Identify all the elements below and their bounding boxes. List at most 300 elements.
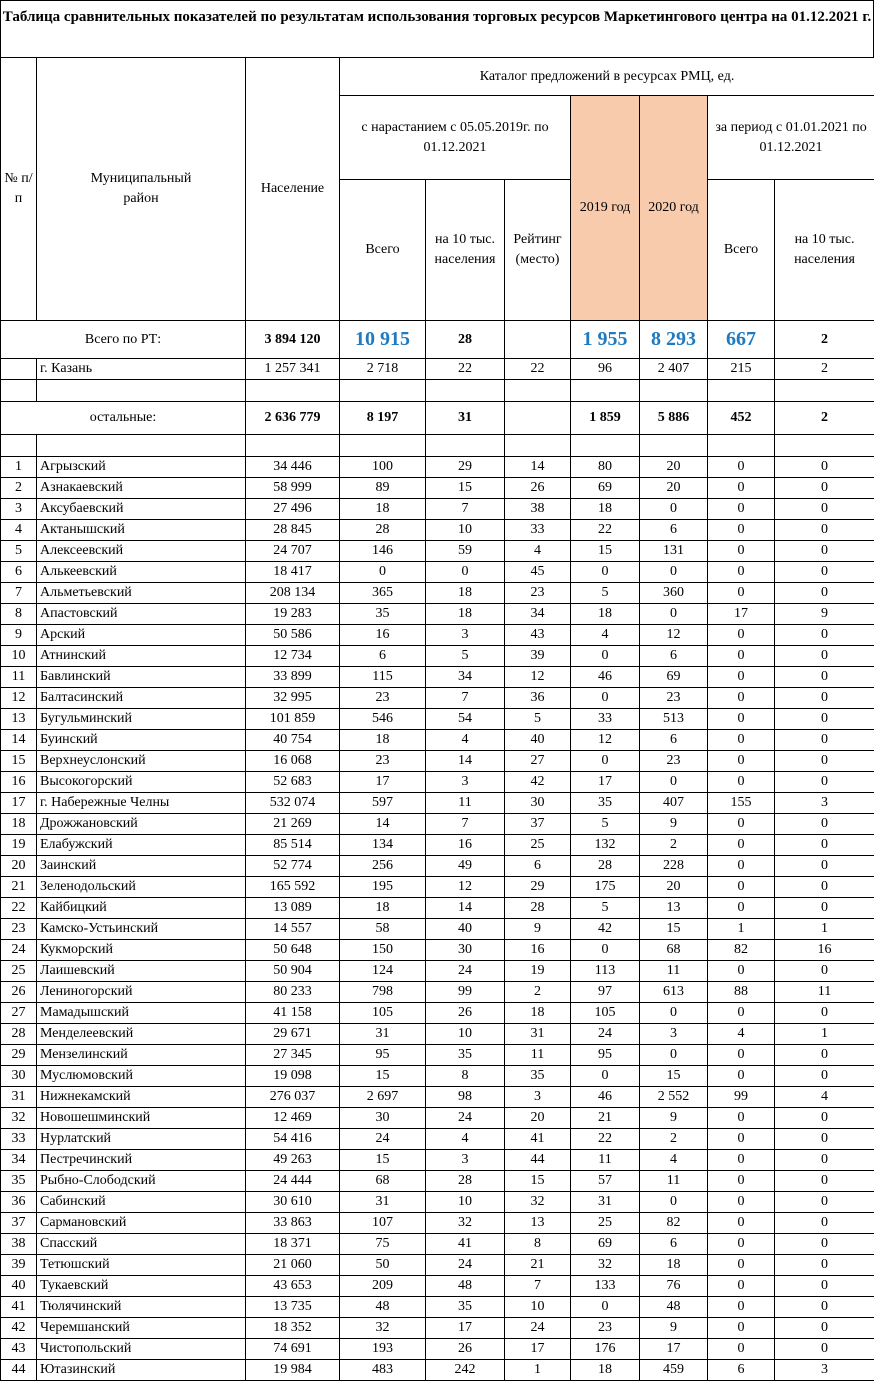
y2020-cell: 11	[640, 1171, 708, 1192]
rating-cell: 5	[505, 709, 571, 730]
period-per10k-cell: 0	[775, 646, 874, 667]
per10k-cell: 49	[426, 856, 505, 877]
period-total-cell: 0	[708, 814, 775, 835]
num-cell: 2	[1, 478, 37, 499]
rating-cell: 36	[505, 688, 571, 709]
pop-cell: 13 735	[246, 1297, 340, 1318]
header-2019: 2019 год	[571, 96, 640, 321]
total-cell: 134	[340, 835, 426, 856]
per10k-cell: 8	[426, 1066, 505, 1087]
period-per10k-cell: 4	[775, 1087, 874, 1108]
rating-cell: 39	[505, 646, 571, 667]
period-total-cell: 0	[708, 1066, 775, 1087]
period-total-cell: 0	[708, 1276, 775, 1297]
num-cell: 39	[1, 1255, 37, 1276]
table-row	[1, 1234, 874, 1255]
total-cell: 48	[340, 1297, 426, 1318]
rating-cell: 26	[505, 478, 571, 499]
total-cell: 14	[340, 814, 426, 835]
pop-cell: 21 060	[246, 1255, 340, 1276]
period-total-cell: 0	[708, 730, 775, 751]
pop-cell: 19 283	[246, 604, 340, 625]
num-cell: 14	[1, 730, 37, 751]
rating-cell: 33	[505, 520, 571, 541]
y2020-cell: 459	[640, 1360, 708, 1381]
total-cell: 32	[340, 1318, 426, 1339]
district-name: Пестречинский	[37, 1150, 246, 1171]
period-per10k-cell: 2	[775, 359, 874, 380]
num-cell: 15	[1, 751, 37, 772]
district-name: Кукморский	[37, 940, 246, 961]
y2020-cell: 68	[640, 940, 708, 961]
per10k-cell: 14	[426, 751, 505, 772]
rating-cell: 45	[505, 562, 571, 583]
total-cell: 597	[340, 793, 426, 814]
pop-cell: 52 683	[246, 772, 340, 793]
header-per10k: на 10 тыс. населения	[426, 180, 505, 321]
y2019-cell: 0	[571, 562, 640, 583]
y2020-cell: 0	[640, 562, 708, 583]
period-per10k-cell: 0	[775, 625, 874, 646]
summary-row-rt	[1, 321, 874, 359]
per10k-cell: 3	[426, 1150, 505, 1171]
rating-cell: 11	[505, 1045, 571, 1066]
label-cell: Всего по РТ:	[1, 321, 246, 359]
y2019-cell: 95	[571, 1045, 640, 1066]
table-row	[1, 709, 874, 730]
total-cell: 10 915	[340, 321, 426, 359]
per10k-cell: 11	[426, 793, 505, 814]
y2019-cell: 18	[571, 1360, 640, 1381]
period-per10k-cell: 1	[775, 919, 874, 940]
rating-cell: 27	[505, 751, 571, 772]
table-row	[1, 919, 874, 940]
pop-cell: 24 707	[246, 541, 340, 562]
report-title: Таблица сравнительных показателей по результатам использования торговых ресурсов Маркетингового центра на 01.12.2021 г.	[0, 0, 874, 57]
period-per10k-cell: 3	[775, 793, 874, 814]
rating-cell: 6	[505, 856, 571, 877]
period-total-cell: 0	[708, 709, 775, 730]
per10k-cell: 54	[426, 709, 505, 730]
rating-cell: 29	[505, 877, 571, 898]
y2020-cell: 9	[640, 1318, 708, 1339]
period-total-cell: 82	[708, 940, 775, 961]
total-cell: 28	[340, 520, 426, 541]
pop-cell: 18 417	[246, 562, 340, 583]
table-row	[1, 1171, 874, 1192]
y2019-cell: 22	[571, 1129, 640, 1150]
period-total-cell: 0	[708, 1129, 775, 1150]
per10k-cell: 4	[426, 1129, 505, 1150]
table-row	[1, 457, 874, 478]
rating-cell: 28	[505, 898, 571, 919]
per10k-cell: 15	[426, 478, 505, 499]
total-cell: 17	[340, 772, 426, 793]
header-catalog: Каталог предложений в ресурсах РМЦ, ед.	[340, 58, 874, 96]
y2019-cell: 46	[571, 667, 640, 688]
summary-row-rest	[1, 402, 874, 435]
period-per10k-cell: 0	[775, 751, 874, 772]
district-name: Атнинский	[37, 646, 246, 667]
num-cell: 26	[1, 982, 37, 1003]
y2019-cell: 0	[571, 646, 640, 667]
header-cumulative: с нарастанием с 05.05.2019г. по 01.12.2021	[340, 96, 571, 180]
y2019-cell: 105	[571, 1003, 640, 1024]
per10k-cell: 0	[426, 562, 505, 583]
rating-cell	[505, 402, 571, 435]
num-cell: 5	[1, 541, 37, 562]
y2019-cell: 5	[571, 814, 640, 835]
pop-cell: 24 444	[246, 1171, 340, 1192]
y2019-cell: 11	[571, 1150, 640, 1171]
per10k-cell: 32	[426, 1213, 505, 1234]
rating-cell: 9	[505, 919, 571, 940]
period-total-cell: 0	[708, 1192, 775, 1213]
rating-cell: 2	[505, 982, 571, 1003]
period-total-cell: 4	[708, 1024, 775, 1045]
y2019-cell: 97	[571, 982, 640, 1003]
per10k-cell: 99	[426, 982, 505, 1003]
total-cell: 146	[340, 541, 426, 562]
table-row	[1, 646, 874, 667]
pop-cell: 50 586	[246, 625, 340, 646]
y2020-cell: 0	[640, 772, 708, 793]
rating-cell: 40	[505, 730, 571, 751]
pop-cell: 16 068	[246, 751, 340, 772]
per10k-cell: 28	[426, 1171, 505, 1192]
rating-cell: 20	[505, 1108, 571, 1129]
district-name: Камско-Устьинский	[37, 919, 246, 940]
rating-cell: 15	[505, 1171, 571, 1192]
comparison-table	[0, 57, 874, 1381]
period-per10k-cell: 9	[775, 604, 874, 625]
district-name: Бугульминский	[37, 709, 246, 730]
header-district: Муниципальный район	[37, 58, 246, 321]
table-row	[1, 1192, 874, 1213]
table-row	[1, 1318, 874, 1339]
num-cell: 37	[1, 1213, 37, 1234]
per10k-cell: 22	[426, 359, 505, 380]
period-total-cell: 0	[708, 898, 775, 919]
pop-cell: 50 648	[246, 940, 340, 961]
period-total-cell: 0	[708, 877, 775, 898]
per10k-cell: 30	[426, 940, 505, 961]
table-row	[1, 1255, 874, 1276]
period-per10k-cell: 0	[775, 1003, 874, 1024]
period-per10k-cell: 0	[775, 562, 874, 583]
table-row	[1, 520, 874, 541]
total-cell: 256	[340, 856, 426, 877]
district-name: Альметьевский	[37, 583, 246, 604]
y2019-cell: 96	[571, 359, 640, 380]
table-row	[1, 982, 874, 1003]
header-2020: 2020 год	[640, 96, 708, 321]
table-row	[1, 961, 874, 982]
pop-cell: 34 446	[246, 457, 340, 478]
period-total-cell: 6	[708, 1360, 775, 1381]
y2019-cell: 18	[571, 499, 640, 520]
district-name: Зеленодольский	[37, 877, 246, 898]
num-cell: 7	[1, 583, 37, 604]
district-name: Менделеевский	[37, 1024, 246, 1045]
y2019-cell: 31	[571, 1192, 640, 1213]
num-cell: 12	[1, 688, 37, 709]
district-name: Мензелинский	[37, 1045, 246, 1066]
per10k-cell: 7	[426, 688, 505, 709]
y2020-cell: 0	[640, 604, 708, 625]
total-cell: 8 197	[340, 402, 426, 435]
y2020-cell: 5 886	[640, 402, 708, 435]
table-row	[1, 1129, 874, 1150]
y2020-cell: 12	[640, 625, 708, 646]
total-cell: 546	[340, 709, 426, 730]
pop-cell: 32 995	[246, 688, 340, 709]
table-row	[1, 583, 874, 604]
y2019-cell: 23	[571, 1318, 640, 1339]
y2019-cell: 0	[571, 1297, 640, 1318]
district-name: Алексеевский	[37, 541, 246, 562]
rating-cell: 30	[505, 793, 571, 814]
num-cell: 38	[1, 1234, 37, 1255]
period-total-cell: 0	[708, 856, 775, 877]
rating-cell: 32	[505, 1192, 571, 1213]
y2020-cell: 69	[640, 667, 708, 688]
per10k-cell: 7	[426, 814, 505, 835]
y2020-cell: 15	[640, 919, 708, 940]
per10k-cell: 28	[426, 321, 505, 359]
per10k-cell: 5	[426, 646, 505, 667]
label-cell: остальные:	[1, 402, 246, 435]
period-total-cell: 0	[708, 583, 775, 604]
district-name: Мамадышский	[37, 1003, 246, 1024]
y2019-cell: 32	[571, 1255, 640, 1276]
y2020-cell: 613	[640, 982, 708, 1003]
pop-cell: 33 899	[246, 667, 340, 688]
district-name: Дрожжановский	[37, 814, 246, 835]
total-cell: 15	[340, 1066, 426, 1087]
pop-cell: 18 352	[246, 1318, 340, 1339]
table-row	[1, 814, 874, 835]
period-total-cell: 17	[708, 604, 775, 625]
period-total-cell: 0	[708, 1150, 775, 1171]
num-cell: 6	[1, 562, 37, 583]
num-cell: 24	[1, 940, 37, 961]
per10k-cell: 18	[426, 583, 505, 604]
pop-cell: 74 691	[246, 1339, 340, 1360]
rating-cell	[505, 321, 571, 359]
district-name: Апастовский	[37, 604, 246, 625]
table-row	[1, 688, 874, 709]
table-row	[1, 1276, 874, 1297]
period-per10k-cell: 0	[775, 1150, 874, 1171]
period-per10k-cell: 1	[775, 1024, 874, 1045]
y2019-cell: 132	[571, 835, 640, 856]
period-total-cell: 0	[708, 1003, 775, 1024]
y2019-cell: 69	[571, 478, 640, 499]
y2019-cell: 28	[571, 856, 640, 877]
period-per10k-cell: 0	[775, 898, 874, 919]
pop-cell: 101 859	[246, 709, 340, 730]
y2020-cell: 9	[640, 814, 708, 835]
total-cell: 23	[340, 751, 426, 772]
rating-cell: 44	[505, 1150, 571, 1171]
num-cell: 16	[1, 772, 37, 793]
pop-cell: 2 636 779	[246, 402, 340, 435]
period-per10k-cell: 0	[775, 772, 874, 793]
y2019-cell: 33	[571, 709, 640, 730]
period-total-cell: 0	[708, 520, 775, 541]
district-name: Тетюшский	[37, 1255, 246, 1276]
num-cell: 18	[1, 814, 37, 835]
num-cell: 4	[1, 520, 37, 541]
rating-cell: 35	[505, 1066, 571, 1087]
table-row	[1, 751, 874, 772]
rating-cell: 31	[505, 1024, 571, 1045]
num-cell: 9	[1, 625, 37, 646]
rating-cell: 24	[505, 1318, 571, 1339]
total-cell: 105	[340, 1003, 426, 1024]
period-per10k-cell: 11	[775, 982, 874, 1003]
rating-cell: 14	[505, 457, 571, 478]
y2020-cell: 9	[640, 1108, 708, 1129]
district-name: Буинский	[37, 730, 246, 751]
total-cell: 24	[340, 1129, 426, 1150]
total-cell: 2 697	[340, 1087, 426, 1108]
y2020-cell: 6	[640, 520, 708, 541]
per10k-cell: 12	[426, 877, 505, 898]
rating-cell: 37	[505, 814, 571, 835]
rating-cell: 17	[505, 1339, 571, 1360]
y2019-cell: 1 955	[571, 321, 640, 359]
table-row	[1, 793, 874, 814]
y2019-cell: 0	[571, 940, 640, 961]
y2019-cell: 15	[571, 541, 640, 562]
period-total-cell: 0	[708, 541, 775, 562]
table-row	[1, 1003, 874, 1024]
y2019-cell: 80	[571, 457, 640, 478]
total-cell: 50	[340, 1255, 426, 1276]
rating-cell: 22	[505, 359, 571, 380]
per10k-cell: 48	[426, 1276, 505, 1297]
period-per10k-cell: 0	[775, 814, 874, 835]
num-cell: 29	[1, 1045, 37, 1066]
district-name: Верхнеуслонский	[37, 751, 246, 772]
pop-cell: 12 734	[246, 646, 340, 667]
district-name: Аксубаевский	[37, 499, 246, 520]
per10k-cell: 3	[426, 772, 505, 793]
district-name: Сабинский	[37, 1192, 246, 1213]
pop-cell: 19 098	[246, 1066, 340, 1087]
period-per10k-cell: 0	[775, 856, 874, 877]
num-cell: 35	[1, 1171, 37, 1192]
per10k-cell: 24	[426, 961, 505, 982]
y2019-cell: 175	[571, 877, 640, 898]
period-total-cell: 155	[708, 793, 775, 814]
label-cell: г. Казань	[37, 359, 246, 380]
total-cell: 798	[340, 982, 426, 1003]
y2020-cell: 2	[640, 835, 708, 856]
district-name: Актанышский	[37, 520, 246, 541]
pop-cell: 29 671	[246, 1024, 340, 1045]
period-per10k-cell: 0	[775, 1171, 874, 1192]
district-name: Рыбно-Слободский	[37, 1171, 246, 1192]
table-row	[1, 562, 874, 583]
period-total-cell: 0	[708, 1297, 775, 1318]
pop-cell: 52 774	[246, 856, 340, 877]
y2020-cell: 3	[640, 1024, 708, 1045]
period-total-cell: 0	[708, 1108, 775, 1129]
period-total-cell: 0	[708, 1339, 775, 1360]
period-per10k-cell: 0	[775, 1045, 874, 1066]
table-row	[1, 1297, 874, 1318]
y2019-cell: 21	[571, 1108, 640, 1129]
summary-row-kazan	[1, 359, 874, 380]
y2020-cell: 11	[640, 961, 708, 982]
num-cell: 41	[1, 1297, 37, 1318]
period-per10k-cell: 0	[775, 730, 874, 751]
period-per10k-cell: 0	[775, 709, 874, 730]
table-row	[1, 1339, 874, 1360]
total-cell: 30	[340, 1108, 426, 1129]
district-rows	[1, 457, 874, 1381]
pop-cell: 28 845	[246, 520, 340, 541]
y2020-cell: 20	[640, 457, 708, 478]
period-per10k-cell: 0	[775, 1066, 874, 1087]
y2019-cell: 5	[571, 898, 640, 919]
rating-cell: 25	[505, 835, 571, 856]
total-cell: 31	[340, 1192, 426, 1213]
period-total-cell: 0	[708, 1213, 775, 1234]
y2020-cell: 360	[640, 583, 708, 604]
y2019-cell: 18	[571, 604, 640, 625]
total-cell: 23	[340, 688, 426, 709]
y2019-cell: 35	[571, 793, 640, 814]
total-cell: 18	[340, 898, 426, 919]
y2019-cell: 24	[571, 1024, 640, 1045]
y2020-cell: 20	[640, 478, 708, 499]
period-per10k-cell: 0	[775, 877, 874, 898]
per10k-cell: 35	[426, 1045, 505, 1066]
per10k-cell: 34	[426, 667, 505, 688]
pop-cell: 33 863	[246, 1213, 340, 1234]
num-cell: 25	[1, 961, 37, 982]
period-per10k-cell: 0	[775, 1276, 874, 1297]
total-cell: 193	[340, 1339, 426, 1360]
per10k-cell: 3	[426, 625, 505, 646]
table-row	[1, 1087, 874, 1108]
header-population: Население	[246, 58, 340, 321]
pop-cell: 54 416	[246, 1129, 340, 1150]
y2019-cell: 69	[571, 1234, 640, 1255]
period-total-cell: 0	[708, 562, 775, 583]
y2020-cell: 18	[640, 1255, 708, 1276]
per10k-cell: 17	[426, 1318, 505, 1339]
per10k-cell: 98	[426, 1087, 505, 1108]
table-row	[1, 478, 874, 499]
period-total-cell: 0	[708, 457, 775, 478]
num-cell: 19	[1, 835, 37, 856]
per10k-cell: 59	[426, 541, 505, 562]
pop-cell: 14 557	[246, 919, 340, 940]
district-name: Нижнекамский	[37, 1087, 246, 1108]
pop-cell: 13 089	[246, 898, 340, 919]
y2020-cell: 15	[640, 1066, 708, 1087]
pop-cell: 165 592	[246, 877, 340, 898]
rating-cell: 7	[505, 1276, 571, 1297]
table-row	[1, 1108, 874, 1129]
district-name: Алькеевский	[37, 562, 246, 583]
pop-cell: 80 233	[246, 982, 340, 1003]
